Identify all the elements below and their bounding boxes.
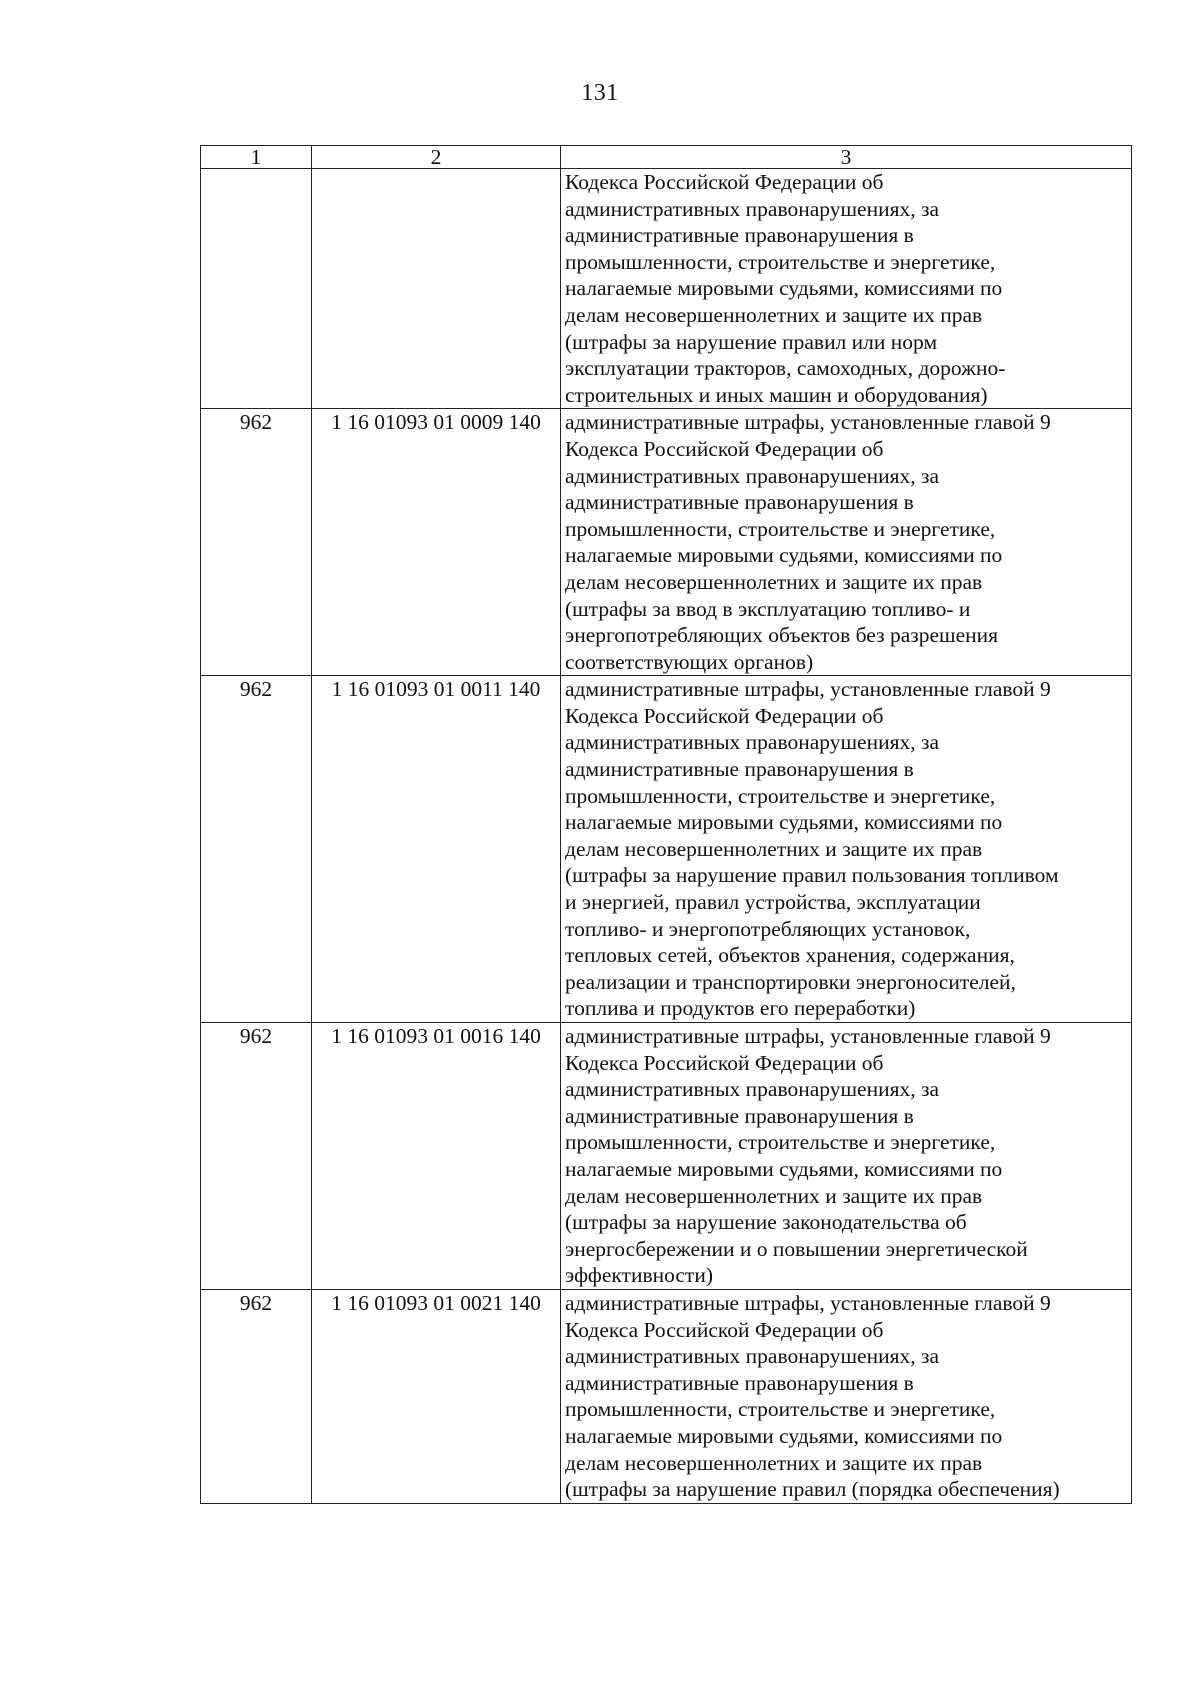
budget-code-cell: 1 16 01093 01 0021 140: [312, 1289, 561, 1503]
revenue-codes-table: [200, 145, 1132, 1504]
description-cell: административные штрафы, установленные главой 9 Кодекса Российской Федерации об административных правонарушениях, за административные правонарушения в промышленности, строительстве и энергетике, налагаемые мировыми судьями, комиссиями по делам несовершеннолетних и защите их прав (штрафы за ввод в эксплуатацию топливо- и энергопотребляющих объектов без разрешения соответствующих органов): [561, 409, 1132, 676]
description-cell: административные штрафы, установленные главой 9 Кодекса Российской Федерации об административных правонарушениях, за административные правонарушения в промышленности, строительстве и энергетике, налагаемые мировыми судьями, комиссиями по делам несовершеннолетних и защите их прав (штрафы за нарушение законодательства об энергосбережении и о повышении энергетической эффективности): [561, 1023, 1132, 1290]
column-header-3: 3: [561, 146, 1132, 169]
table-header-row: [201, 146, 1132, 169]
budget-code-cell: [312, 169, 561, 409]
column-header-1: 1: [201, 146, 312, 169]
admin-code-cell: 962: [201, 676, 312, 1023]
admin-code-cell: [201, 169, 312, 409]
column-header-2: 2: [312, 146, 561, 169]
admin-code-cell: 962: [201, 1023, 312, 1290]
description-cell: административные штрафы, установленные главой 9 Кодекса Российской Федерации об административных правонарушениях, за административные правонарушения в промышленности, строительстве и энергетике, налагаемые мировыми судьями, комиссиями по делам несовершеннолетних и защите их прав (штрафы за нарушение правил (порядка обеспечения): [561, 1289, 1132, 1503]
table-row: [201, 1023, 1132, 1290]
description-cell: административные штрафы, установленные главой 9 Кодекса Российской Федерации об административных правонарушениях, за административные правонарушения в промышленности, строительстве и энергетике, налагаемые мировыми судьями, комиссиями по делам несовершеннолетних и защите их прав (штрафы за нарушение правил пользования топливом и энергией, правил устройства, эксплуатации топливо- и энергопотребляющих установок, тепловых сетей, объектов хранения, содержания, реализации и транспортировки энергоносителей, топлива и продуктов его переработки): [561, 676, 1132, 1023]
budget-code-cell: 1 16 01093 01 0016 140: [312, 1023, 561, 1290]
table-row: [201, 1289, 1132, 1503]
description-cell: Кодекса Российской Федерации об административных правонарушениях, за административные правонарушения в промышленности, строительстве и энергетике, налагаемые мировыми судьями, комиссиями по делам несовершеннолетних и защите их прав (штрафы за нарушение правил или норм эксплуатации тракторов, самоходных, дорожно- строительных и иных машин и оборудования): [561, 169, 1132, 409]
table-row: [201, 409, 1132, 676]
admin-code-cell: 962: [201, 409, 312, 676]
budget-code-cell: 1 16 01093 01 0009 140: [312, 409, 561, 676]
admin-code-cell: 962: [201, 1289, 312, 1503]
page-number: 131: [581, 80, 619, 106]
table-row: [201, 676, 1132, 1023]
table-row: [201, 169, 1132, 409]
budget-code-cell: 1 16 01093 01 0011 140: [312, 676, 561, 1023]
